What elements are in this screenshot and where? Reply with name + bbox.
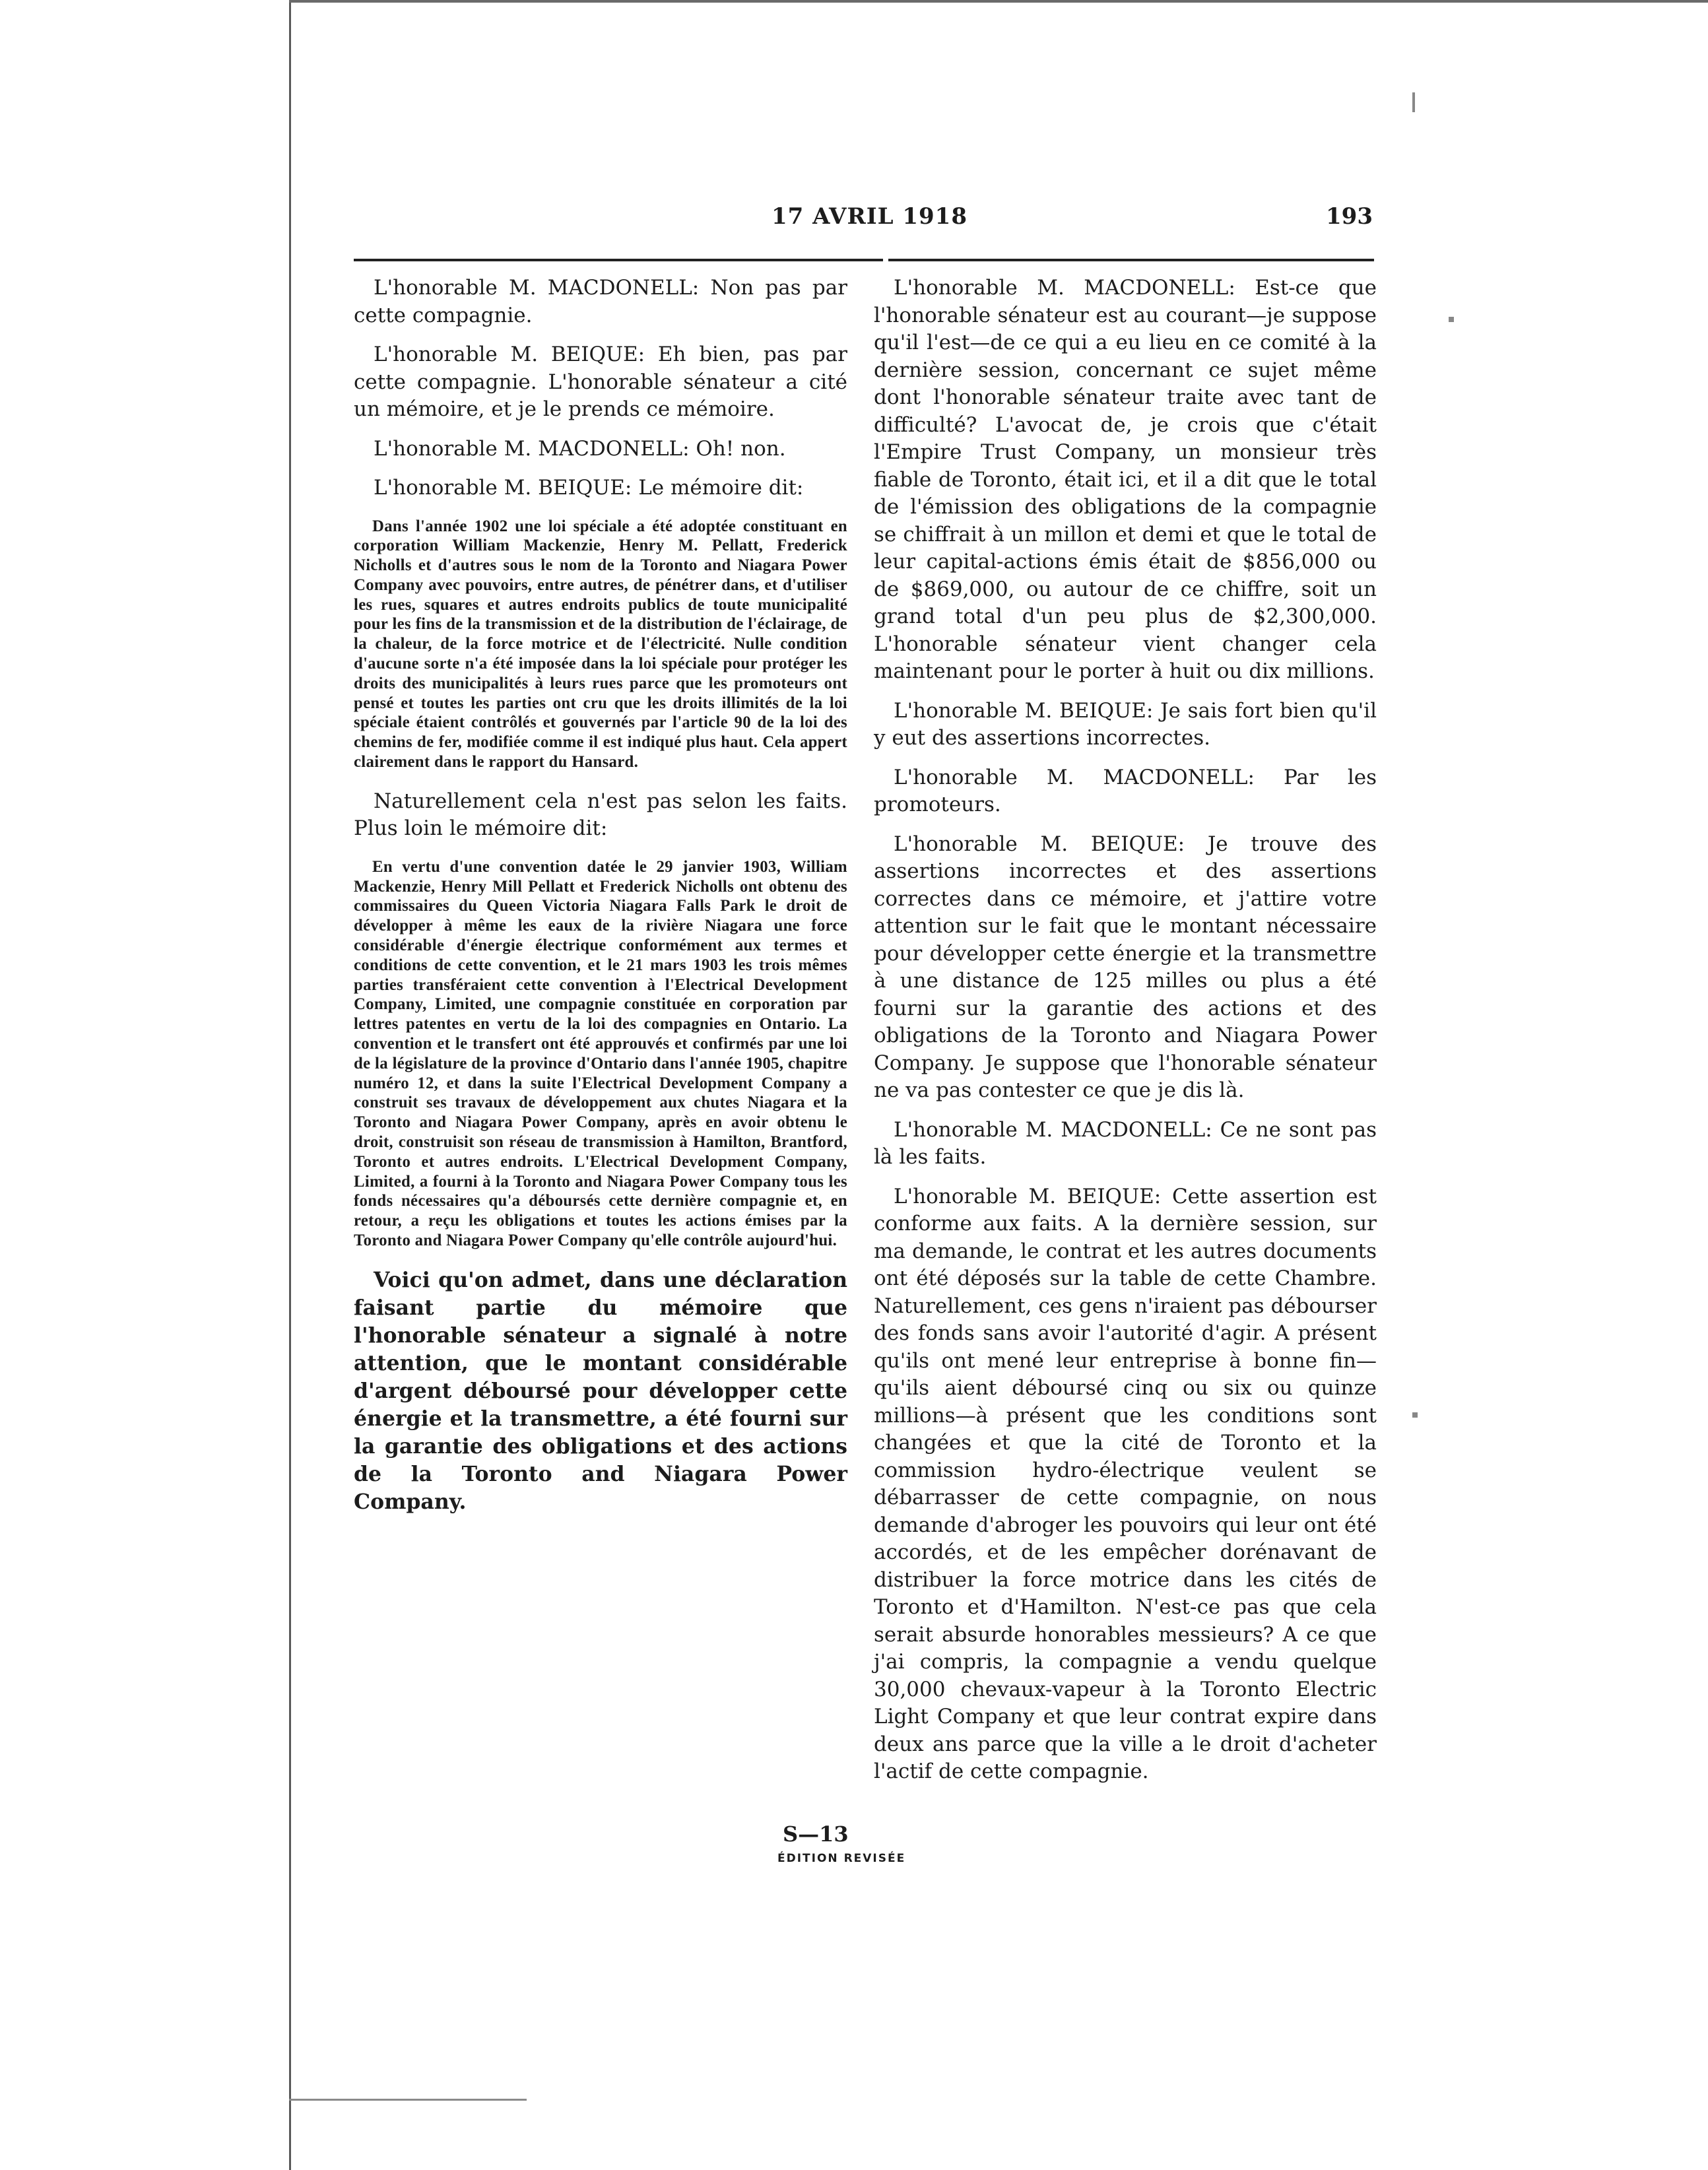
speech-paragraph: L'honorable M. MACDONELL: Par les promoteurs. [874, 765, 1377, 816]
speech-paragraph: L'honorable M. BEIQUE: Cette assertion est conforme aux faits. A la dernière session, sur ma demande, le contrat et les autres documents ont été déposés sur la table de cette Chambre. Naturellement, ces gens n'iraient pas débourser des fonds sans avoir l'autorité d'agir. A présent qu'ils ont mené leur entreprise à bonne fin—qu'ils aient déboursé cinq ou six ou quinze millions—à présent que les conditions sont changées et que la cité de Toronto et la commission hydro-électrique veulent se débarrasser de cette compagnie, on nous demande d'abroger les pouvoirs qui leur ont été accordés, et de les empêcher dorénavant de distribuer la force motrice dans les cités de Toronto et d'Hamilton. N'est-ce pas que cela serait absurde honorables messieurs? A ce que j'ai compris, la compagnie a vendu quelque 30,000 chevaux-vapeur à la Toronto Electric Light Company et que leur contrat expire dans deux ans parce que la ville a le droit d'acheter l'actif de cette compagnie. [874, 1184, 1377, 1783]
page-date: 17 AVRIL 1918 [772, 203, 968, 230]
speech-paragraph: L'honorable M. BEIQUE: Eh bien, pas par cette compagnie. L'honorable sénateur a cité un mémoire, et je le prends ce mémoire. [354, 343, 847, 421]
speech-paragraph: L'honorable M. MACDONELL: Ce ne sont pas là les faits. [874, 1117, 1377, 1169]
speech-paragraph: L'honorable M. BEIQUE: Je sais fort bien qu'il y eut des assertions incorrectes. [874, 698, 1377, 750]
memoire-quote: Dans l'année 1902 une loi spéciale a été adoptée constituant en corporation William Mackenzie, Henry M. Pellatt, Frederick Nicholls et d'autres sous le nom de la Toronto and Niagara Power Company avec pouvoirs, entre autres, de pénétrer dans, et d'utiliser les rues, squares et autres endroits publics de toute municipalité pour les fins de la transmission et de la distribution de l'éclairage, de la chaleur, de la force motrice et de l'électricité. Nulle condition d'aucune sorte n'a été imposée dans la loi spéciale pour protéger les droits des municipalités à leurs rues parce que les promoteurs ont pensé et toutes les parties ont cru que les droits illimités de la loi spéciale étaient contrôlés et gouvernés par l'article 90 de la loi des chemins de fer, modifiée comme il est indiqué plus haut. Cela appert clairement dans le rapport du Hansard. [354, 517, 847, 772]
left-column [354, 275, 847, 1528]
speech-paragraph: L'honorable M. BEIQUE: Le mémoire dit: [374, 476, 804, 500]
scan-speck [1412, 1412, 1418, 1418]
signature-mark: S—13 [783, 1822, 849, 1847]
speech-paragraph: L'honorable M. MACDONELL: Est-ce que l'honorable sénateur est au courant—je suppose qu'il l'est—de ce qui a eu lieu en ce comité à la dernière session, concernant ce sujet même dont l'honorable sénateur traite avec tant de difficulté? L'avocat de, je crois que c'était l'Empire Trust Company, un monsieur très fiable de Toronto, était ici, et il a dit que le total de l'émission des obligations de la compagnie se chiffrait à un millon et demi et que le total de leur capital-actions émis était de $856,000 ou de $869,000, ou autour de ce chiffre, soit un grand total d'un peu plus de $2,300,000. L'honorable sénateur vient changer cela maintenant pour le porter à huit ou dix millions. [874, 276, 1377, 683]
header-rule-right [888, 259, 1374, 261]
speech-paragraph: L'honorable M. BEIQUE: Je trouve des assertions incorrectes et des assertions correctes dans ce mémoire, et j'attire votre attention sur le fait que le montant nécessaire pour développer cette énergie et la transmettre à une distance de 125 milles ou plus a été fourni sur la garantie des actions et des obligations de la Toronto and Niagara Power Company. Je suppose que l'honorable sénateur ne va pas contester ce que je dis là. [874, 832, 1377, 1102]
speech-paragraph: L'honorable M. MACDONELL: Oh! non. [374, 436, 786, 461]
scan-speck [1412, 92, 1415, 112]
scan-frame-left-edge [289, 0, 291, 2170]
page-number: 193 [1326, 203, 1373, 230]
speech-paragraph: Naturellement cela n'est pas selon les faits. Plus loin le mémoire dit: [354, 789, 847, 841]
edition-label: ÉDITION REVISÉE [777, 1852, 906, 1865]
page-header [356, 203, 1373, 243]
header-rule-left [354, 259, 883, 261]
speech-paragraph: L'honorable M. MACDONELL: Non pas par cette compagnie. [354, 276, 847, 327]
right-column [874, 275, 1377, 1798]
scan-frame-bottom-mark [289, 2099, 527, 2101]
memoire-quote: En vertu d'une convention datée le 29 janvier 1903, William Mackenzie, Henry Mill Pellatt et Frederick Nicholls ont obtenu des commissaires du Queen Victoria Niagara Falls Park le droit de développer à même les eaux de la rivière Niagara une force considérable d'énergie électrique conformément aux termes et conditions de cette convention, et le 21 mars 1903 les trois mêmes parties transféraient cette convention à l'Electrical Development Company, Limited, une compagnie constituée en corporation par lettres patentes en vertu de la loi des compagnies en Ontario. La convention et le transfert ont été approuvés et confirmés par une loi de la législature de la province d'Ontario dans l'année 1905, chapitre numéro 12, et dans la suite l'Electrical Development Company a construit ses travaux de développement aux chutes Niagara et la Toronto and Niagara Power Company, après en avoir obtenu le droit, construisit son réseau de transmission à Hamilton, Brantford, Toronto et autres endroits. L'Electrical Development Company, Limited, a fourni à la Toronto and Niagara Power Company tous les fonds nécessaires qu'a déboursés cette dernière compagnie et, en retour, a reçu les obligations et toutes les actions émises par la Toronto and Niagara Power Company qu'elle contrôle aujourd'hui. [354, 857, 847, 1249]
speech-paragraph: Voici qu'on admet, dans une déclaration faisant partie du mémoire que l'honorable sénateur a signalé à notre attention, que le montant considérable d'argent déboursé pour développer cette énergie et la transmettre, a été fourni sur la garantie des obligations et des actions de la Toronto and Niagara Power Company. [354, 1267, 847, 1514]
scan-frame-top-edge [289, 0, 1708, 3]
scan-speck [1449, 317, 1454, 322]
